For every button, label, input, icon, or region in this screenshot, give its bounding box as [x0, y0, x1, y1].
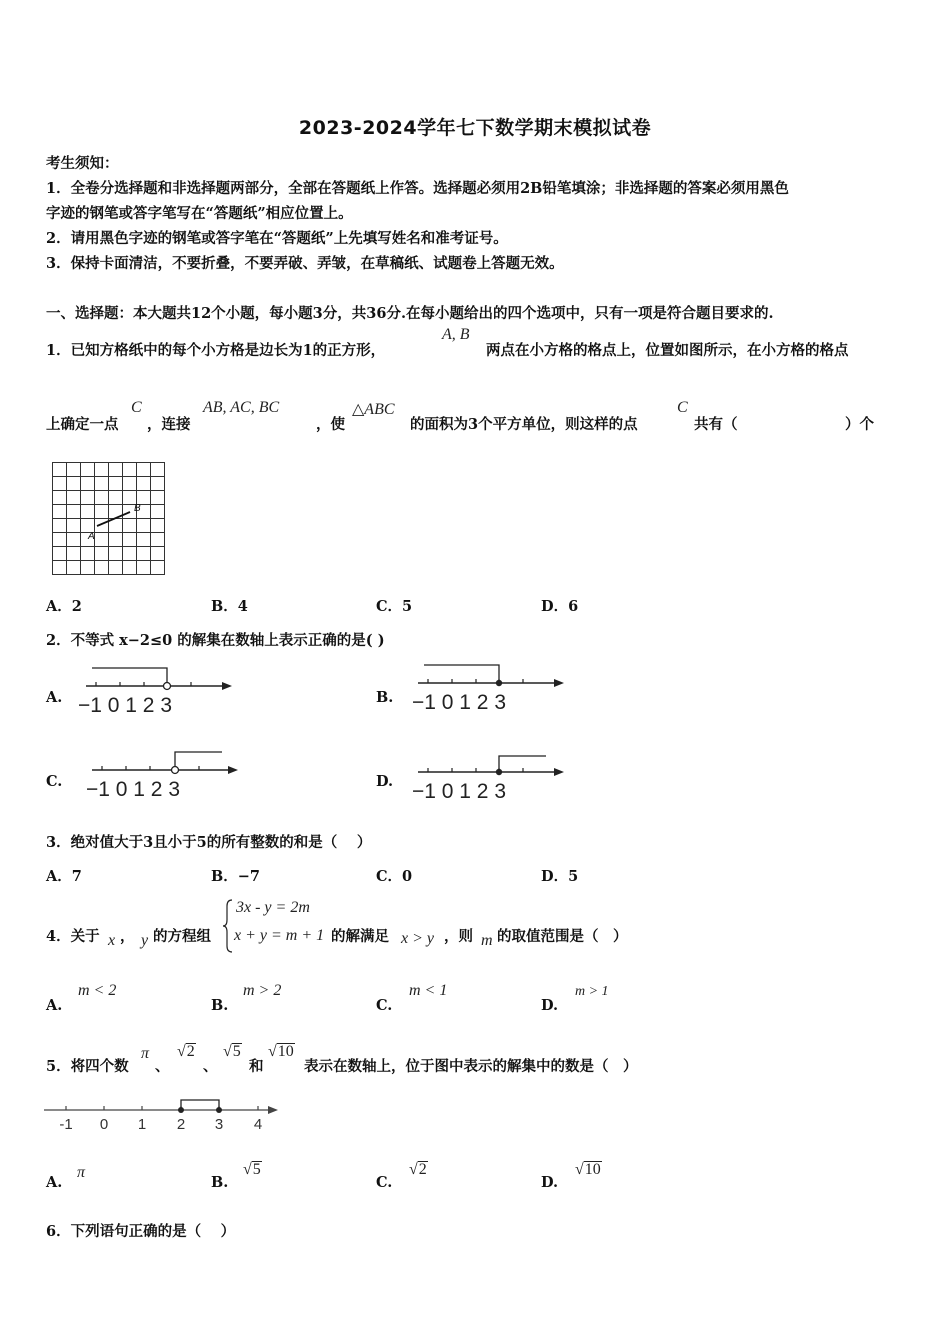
q4-math-y: y	[141, 932, 149, 949]
q3-option-b[interactable]: B．−7	[211, 868, 260, 885]
q3-option-a[interactable]: A．7	[46, 868, 82, 885]
q2-option-d-numberline[interactable]	[408, 746, 573, 806]
q6-text: 6．下列语句正确的是（ ）	[46, 1223, 236, 1240]
q1-text-h: ）个	[845, 416, 874, 433]
q5-option-c-math[interactable]: √2	[409, 1161, 427, 1178]
q1-text-d: ，连接	[147, 416, 191, 433]
q1-math-c2: C	[677, 399, 688, 416]
q5-tick-0: 0	[99, 1116, 109, 1133]
q2-option-c-numberline[interactable]	[82, 744, 247, 804]
q4-math-m: m	[481, 932, 493, 949]
q2-option-b-numberline[interactable]	[408, 657, 573, 717]
q4-comma: ，	[120, 928, 135, 945]
q1-grid-figure	[50, 460, 168, 578]
q5-tick-neg1: -1	[59, 1116, 73, 1133]
grid-label-a: A	[88, 531, 95, 542]
q5-option-b-letter[interactable]: B.	[211, 1174, 229, 1191]
q4-equation-2: x + y = m + 1	[234, 927, 325, 944]
notice-line-2: 2．请用黑色字迹的钢笔或答字笔在“答题纸”上先填写姓名和准考证号。	[46, 230, 508, 247]
q4-option-b-math[interactable]: m > 2	[243, 982, 282, 999]
q2-option-b-label[interactable]: B.	[376, 689, 394, 706]
q3-option-c[interactable]: C．0	[376, 868, 413, 885]
q5-sqrt-10: √10	[268, 1043, 294, 1060]
q5-sqrt-2-radicand: 2	[186, 1043, 195, 1060]
q5-he: 和	[249, 1058, 264, 1075]
q5-option-b-math[interactable]: √5	[243, 1161, 261, 1178]
q5-text-a: 5．将四个数	[46, 1058, 129, 1075]
q5-sep-2: 、	[203, 1058, 218, 1075]
q5-tick-4: 4	[253, 1116, 263, 1133]
q4-text-a: 4．关于	[46, 928, 100, 945]
q5-sqrt-5: √5	[223, 1043, 241, 1060]
q5-option-a-letter[interactable]: A.	[46, 1174, 63, 1191]
q4-option-d-letter[interactable]: D.	[541, 997, 559, 1014]
q2-d-ticks: −1 0 1 2 3	[412, 780, 506, 803]
q1-math-lines: AB, AC, BC	[203, 399, 280, 416]
q4-option-c-letter[interactable]: C.	[376, 997, 393, 1014]
grid-label-b: B	[134, 503, 141, 514]
q1-text-b: 两点在小方格的格点上，位置如图所示，在小方格的格点	[486, 342, 849, 359]
q4-text-b: 的方程组	[153, 928, 211, 945]
q1-option-a[interactable]: A．2	[46, 598, 82, 615]
q1-math-triangle: △ABC	[352, 401, 395, 418]
q5-sep-1: 、	[155, 1058, 170, 1075]
section-heading: 一、选择题：本大题共12个小题，每小题3分，共36分.在每小题给出的四个选项中，只有一项是符合题目要求的.	[46, 305, 774, 322]
q4-text-e: 的取值范围是（ ）	[497, 928, 628, 945]
q5-sqrt-10-radicand: 10	[277, 1043, 294, 1060]
q4-text-c: 的解满足	[331, 928, 389, 945]
q5-pi: π	[141, 1045, 150, 1062]
q5-sqrt-2: √2	[177, 1043, 195, 1060]
q1-text-e: ，使	[316, 416, 345, 433]
q1-text-a: 1．已知方格纸中的每个小方格是边长为1的正方形，	[46, 342, 386, 359]
q1-math-ab: A, B	[442, 326, 470, 343]
q2-option-a-label[interactable]: A.	[46, 689, 63, 706]
q4-option-b-letter[interactable]: B.	[211, 997, 229, 1014]
q4-brace	[222, 898, 234, 954]
q5-tick-3: 3	[214, 1116, 224, 1133]
q5-option-b-radicand: 5	[252, 1161, 261, 1178]
q2-option-d-label[interactable]: D.	[376, 773, 394, 790]
q5-numberline	[42, 1096, 282, 1136]
q1-option-d[interactable]: D．6	[541, 598, 579, 615]
q5-tick-1: 1	[137, 1116, 147, 1133]
q3-text: 3．绝对值大于3且小于5的所有整数的和是（ ）	[46, 834, 372, 851]
q2-b-ticks: −1 0 1 2 3	[412, 691, 506, 714]
q5-option-a-math[interactable]: π	[77, 1164, 86, 1181]
q4-math-x: x	[108, 932, 116, 949]
q1-text-g: 共有（	[694, 416, 738, 433]
q5-option-d-letter[interactable]: D.	[541, 1174, 559, 1191]
q5-tick-2: 2	[176, 1116, 186, 1133]
q1-text-f: 的面积为3个平方单位，则这样的点	[410, 416, 638, 433]
q5-option-c-letter[interactable]: C.	[376, 1174, 393, 1191]
q5-text-b: 表示在数轴上，位于图中表示的解集中的数是（ ）	[304, 1058, 638, 1075]
notice-heading: 考生须知：	[46, 155, 119, 172]
q4-option-a-letter[interactable]: A.	[46, 997, 63, 1014]
q2-option-a-numberline[interactable]	[74, 660, 239, 720]
q4-option-a-math[interactable]: m < 2	[78, 982, 117, 999]
q2-option-c-label[interactable]: C.	[46, 773, 63, 790]
q5-sqrt-5-radicand: 5	[232, 1043, 241, 1060]
q4-math-condition: x > y	[401, 930, 434, 947]
q4-option-d-math[interactable]: m > 1	[575, 984, 609, 999]
q1-option-c[interactable]: C．5	[376, 598, 413, 615]
q2-c-ticks: −1 0 1 2 3	[86, 778, 180, 801]
notice-line-3: 3．保持卡面清洁，不要折叠，不要弄破、弄皱，在草稿纸、试题卷上答题无效。	[46, 255, 564, 272]
q1-math-c: C	[131, 399, 142, 416]
q2-a-ticks: −1 0 1 2 3	[78, 694, 172, 717]
q4-option-c-math[interactable]: m < 1	[409, 982, 448, 999]
page-title: 2023-2024学年七下数学期末模拟试卷	[298, 117, 652, 139]
q2-text: 2．不等式 x−2≤0 的解集在数轴上表示正确的是( )	[46, 632, 385, 649]
q4-text-d: ，则	[444, 928, 473, 945]
q1-text-c: 上确定一点	[46, 416, 119, 433]
q3-option-d[interactable]: D．5	[541, 868, 579, 885]
q5-option-d-math[interactable]: √10	[575, 1161, 601, 1178]
q1-option-b[interactable]: B．4	[211, 598, 248, 615]
notice-line-1: 1．全卷分选择题和非选择题两部分，全部在答题纸上作答。选择题必须用2B铅笔填涂；非选择题的答案必须用黑色	[46, 180, 789, 197]
q5-option-d-radicand: 10	[584, 1161, 601, 1178]
notice-line-1b: 字迹的钢笔或答字笔写在“答题纸”相应位置上。	[46, 205, 353, 222]
q5-option-c-radicand: 2	[418, 1161, 427, 1178]
q4-equation-1: 3x - y = 2m	[236, 899, 310, 916]
